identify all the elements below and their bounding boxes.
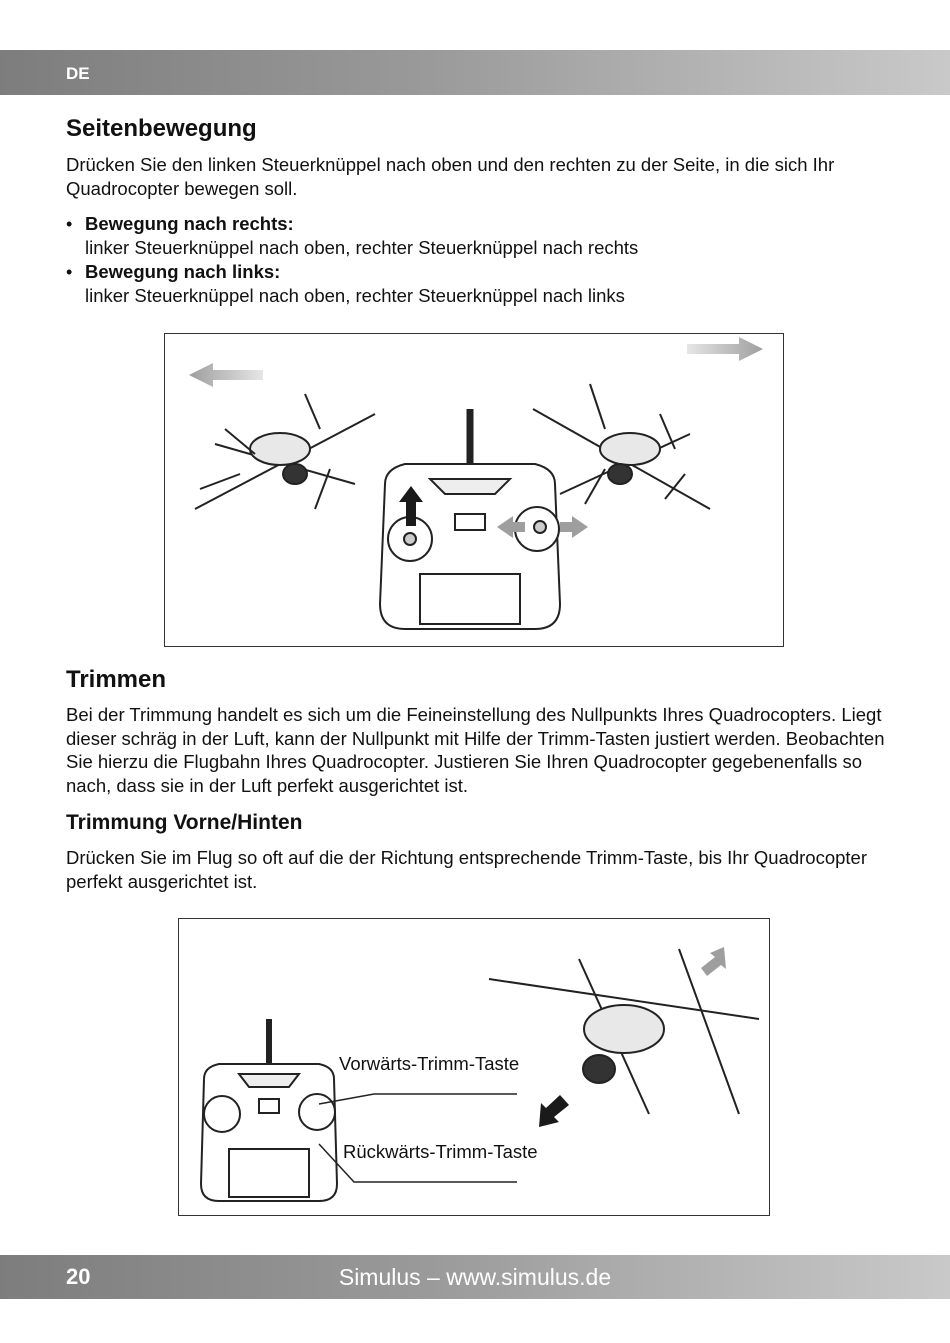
down-left-arrow-icon bbox=[539, 1095, 569, 1127]
list-item bbox=[66, 212, 886, 260]
trim-figure bbox=[178, 918, 770, 1216]
section-title-seitenbewegung: Seitenbewegung bbox=[66, 115, 257, 142]
callout-lines bbox=[319, 1094, 517, 1182]
subsection-intro-trimmung: Drücken Sie im Flug so oft auf die der Richtung entsprechende Trimm-Taste, bis Ihr Quadrocopter perfekt ausgerichtet ist. bbox=[66, 847, 868, 892]
bullet-text: linker Steuerknüppel nach oben, rechter Steuerknüppel nach links bbox=[85, 285, 625, 306]
drone-left-icon bbox=[195, 394, 375, 509]
bullet-heading: • Bewegung nach links: bbox=[85, 261, 281, 282]
section-intro-trimmen: Bei der Trimmung handelt es sich um die Feineinstellung des Nullpunkts Ihres Quadrocopters. Liegt dieser schräg in der Luft, kann der Nullpunkt mit Hilfe der Trimm-Tasten justiert werden. Beobachten Sie hierzu die Flugbahn Ihres Quadrocopter. Justieren Sie Ihren Quadrocopter gegebenenfalls so nach, dass sie in der Luft perfekt ausgerichtet ist. bbox=[66, 704, 885, 796]
backward-trim-label: Rückwärts-Trimm-Taste bbox=[343, 1141, 538, 1162]
sideways-movement-figure bbox=[164, 333, 784, 647]
up-right-arrow-icon bbox=[701, 947, 726, 976]
forward-trim-label: Vorwärts-Trimm-Taste bbox=[339, 1053, 520, 1074]
section-intro-seitenbewegung: Drücken Sie den linken Steuerknüppel nach oben und den rechten zu der Seite, in die sich Ihr Quadrocopter bewegen soll. bbox=[66, 154, 835, 199]
subsection-title-trimmung: Trimmung Vorne/Hinten bbox=[66, 811, 303, 834]
section-title-trimmen: Trimmen bbox=[66, 666, 167, 693]
footer-bar bbox=[0, 1255, 950, 1299]
sideways-illustration bbox=[165, 334, 783, 646]
page-number: 20 bbox=[66, 1264, 91, 1289]
list-item bbox=[66, 260, 886, 308]
header-bar bbox=[0, 50, 950, 95]
bullet-heading: • Bewegung nach rechts: bbox=[85, 213, 294, 234]
language-label: DE bbox=[66, 64, 90, 83]
right-arrow-icon bbox=[687, 337, 763, 361]
drone-right-icon bbox=[533, 384, 710, 509]
footer-brand: Simulus – www.simulus.de bbox=[338, 1264, 612, 1290]
bullet-text: linker Steuerknüppel nach oben, rechter Steuerknüppel nach rechts bbox=[85, 237, 639, 258]
left-arrow-icon bbox=[189, 363, 263, 387]
remote-control-icon bbox=[201, 1019, 337, 1201]
drone-icon bbox=[489, 949, 759, 1114]
movement-bullet-list bbox=[66, 212, 886, 308]
